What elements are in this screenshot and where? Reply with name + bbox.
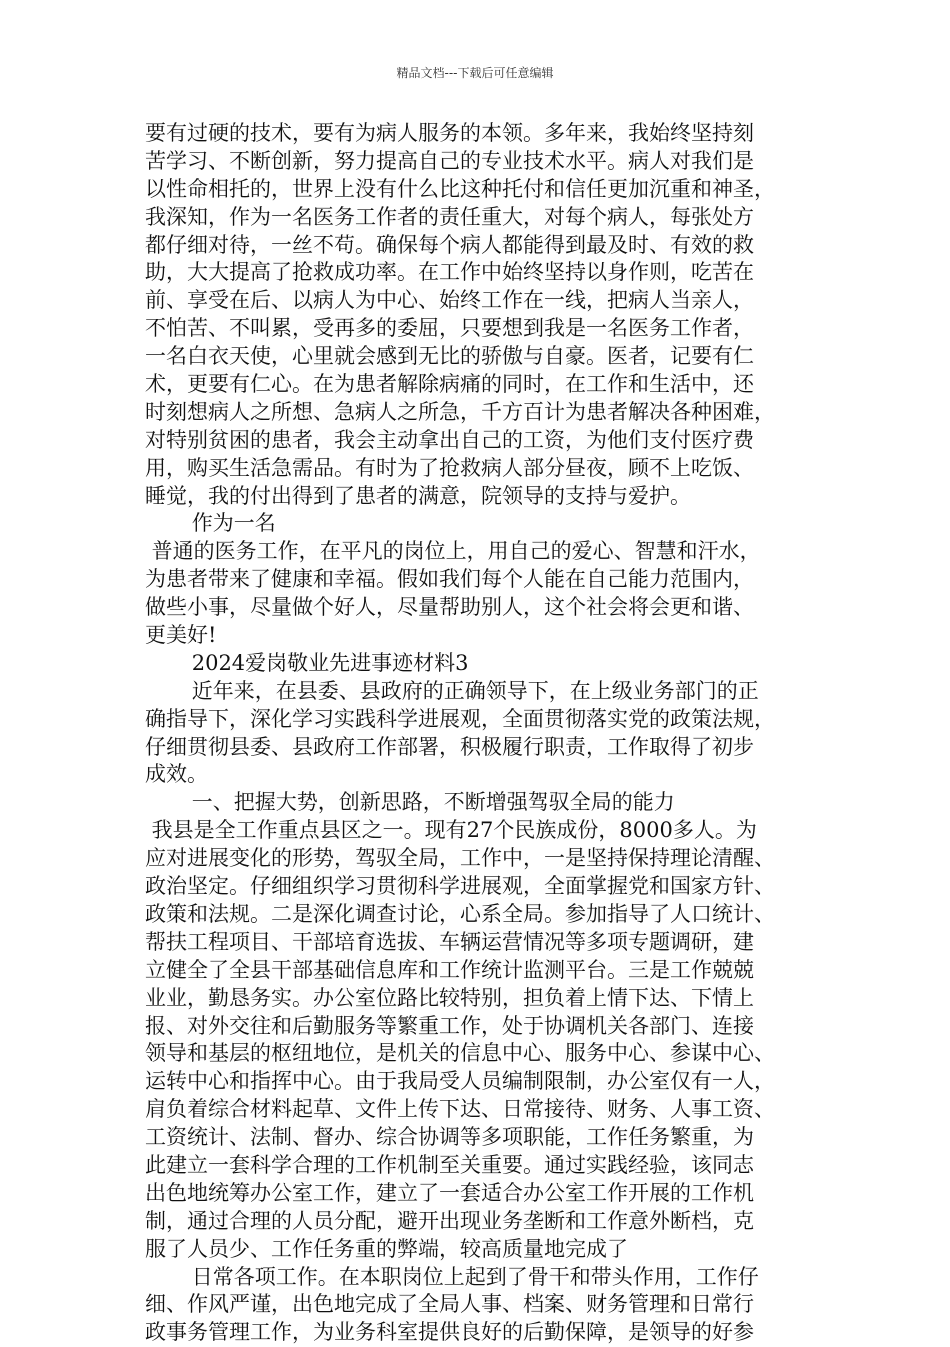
text-line: 要有过硬的技术，要有为病人服务的本领。多年来，我始终坚持刻: [145, 121, 754, 145]
text-line: 一名白衣天使，心里就会感到无比的骄傲与自豪。医者，记要有仁: [145, 344, 754, 369]
text-line: 更美好!: [145, 623, 217, 648]
text-line: 对特别贫困的患者，我会主动拿出自己的工资，为他们支付医疗费: [145, 427, 754, 452]
text-line: 细、作风严谨，出色地完成了全局人事、档案、财务管理和日常行: [145, 1292, 754, 1317]
text-line: 近年来，在县委、县政府的正确领导下，在上级业务部门的正: [145, 678, 759, 703]
text-line: 工资统计、法制、督办、综合协调等多项职能，工作任务繁重，为: [145, 1125, 754, 1150]
text-line: 成效。: [145, 762, 208, 787]
text-line: 政治坚定。仔细组织学习贯彻科学进展观，全面掌握党和国家方针、: [145, 874, 775, 899]
text-line: 作为一名: [145, 511, 276, 536]
text-line: 时刻想病人之所想、急病人之所急，千方百计为患者解决各种困难，: [145, 399, 775, 424]
text-line: 我县是全工作重点县区之一。现有27个民族成份，8000多人。为: [145, 818, 757, 843]
text-line: 政策和法规。二是深化调查讨论，心系全局。参加指导了人口统计、: [145, 901, 775, 926]
text-line: 睡觉，我的付出得到了患者的满意，院领导的支持与爱护。: [145, 483, 691, 508]
text-line: 助，大大提高了抢救成功率。在工作中始终坚持以身作则，吃苦在: [145, 260, 754, 285]
text-line: 2024爱岗敬业先进事迹材料3: [145, 650, 469, 675]
text-line: 服了人员少、工作任务重的弊端，较高质量地完成了: [145, 1236, 628, 1261]
text-line: 术，更要有仁心。在为患者解除病痛的同时，在工作和生活中，还: [145, 372, 754, 397]
text-line: 普通的医务工作，在平凡的岗位上，用自己的爱心、智慧和汗水，: [145, 539, 761, 564]
text-line: 领导和基层的枢纽地位，是机关的信息中心、服务中心、参谋中心、: [145, 1041, 775, 1066]
text-line: 日常各项工作。在本职岗位上起到了骨干和带头作用，工作仔: [145, 1264, 759, 1289]
text-line: 前、享受在后、以病人为中心、始终工作在一线，把病人当亲人，: [145, 288, 754, 313]
page-header: 精品文档---下载后可任意编辑: [396, 66, 554, 80]
text-line: 出色地统筹办公室工作，建立了一套适合办公室工作开展的工作机: [145, 1180, 754, 1205]
text-line: 做些小事，尽量做个好人，尽量帮助别人，这个社会将会更和谐、: [145, 595, 754, 620]
text-line: 帮扶工程项目、干部培育选拔、车辆运营情况等多项专题调研，建: [145, 929, 754, 954]
text-line: 政事务管理工作，为业务科室提供良好的后勤保障，是领导的好参: [145, 1320, 754, 1345]
text-line: 一、把握大势，创新思路，不断增强驾驭全局的能力: [145, 790, 675, 815]
text-line: 报、对外交往和后勤服务等繁重工作，处于协调机关各部门、连接: [145, 1013, 754, 1038]
text-line: 为患者带来了健康和幸福。假如我们每个人能在自己能力范围内，: [145, 567, 754, 592]
text-line: 苦学习、不断创新，努力提高自己的专业技术水平。病人对我们是: [145, 148, 754, 173]
text-line: 仔细贯彻县委、县政府工作部署，积极履行职责，工作取得了初步: [145, 734, 754, 759]
text-line: 应对进展变化的形势，驾驭全局，工作中，一是坚持保持理论清醒、: [145, 846, 775, 871]
text-line: 确指导下，深化学习实践科学进展观，全面贯彻落实党的政策法规，: [145, 706, 775, 731]
document-body: [145, 120, 820, 1347]
text-line: 肩负着综合材料起草、文件上传下达、日常接待、财务、人事工资、: [145, 1097, 775, 1122]
text-line: 用，购买生活急需品。有时为了抢救病人部分昼夜，顾不上吃饭、: [145, 455, 754, 480]
text-line: 立健全了全县干部基础信息库和工作统计监测平台。三是工作兢兢: [145, 957, 754, 982]
text-line: 都仔细对待，一丝不苟。确保每个病人都能得到最及时、有效的救: [145, 232, 754, 257]
text-line: 业业，勤恳务实。办公室位路比较特别，担负着上情下达、下情上: [145, 985, 754, 1010]
text-line: 我深知，作为一名医务工作者的责任重大，对每个病人，每张处方: [145, 204, 754, 229]
text-line: 此建立一套科学合理的工作机制至关重要。通过实践经验，该同志: [145, 1152, 754, 1177]
text-line: 不怕苦、不叫累，受再多的委屈，只要想到我是一名医务工作者，: [145, 316, 754, 341]
text-line: 制，通过合理的人员分配，避开出现业务垄断和工作意外断档，克: [145, 1208, 754, 1233]
text-line: 运转中心和指挥中心。由于我局受人员编制限制，办公室仅有一人，: [145, 1069, 775, 1094]
text-line: 以性命相托的，世界上没有什么比这种托付和信任更加沉重和神圣，: [145, 176, 775, 201]
